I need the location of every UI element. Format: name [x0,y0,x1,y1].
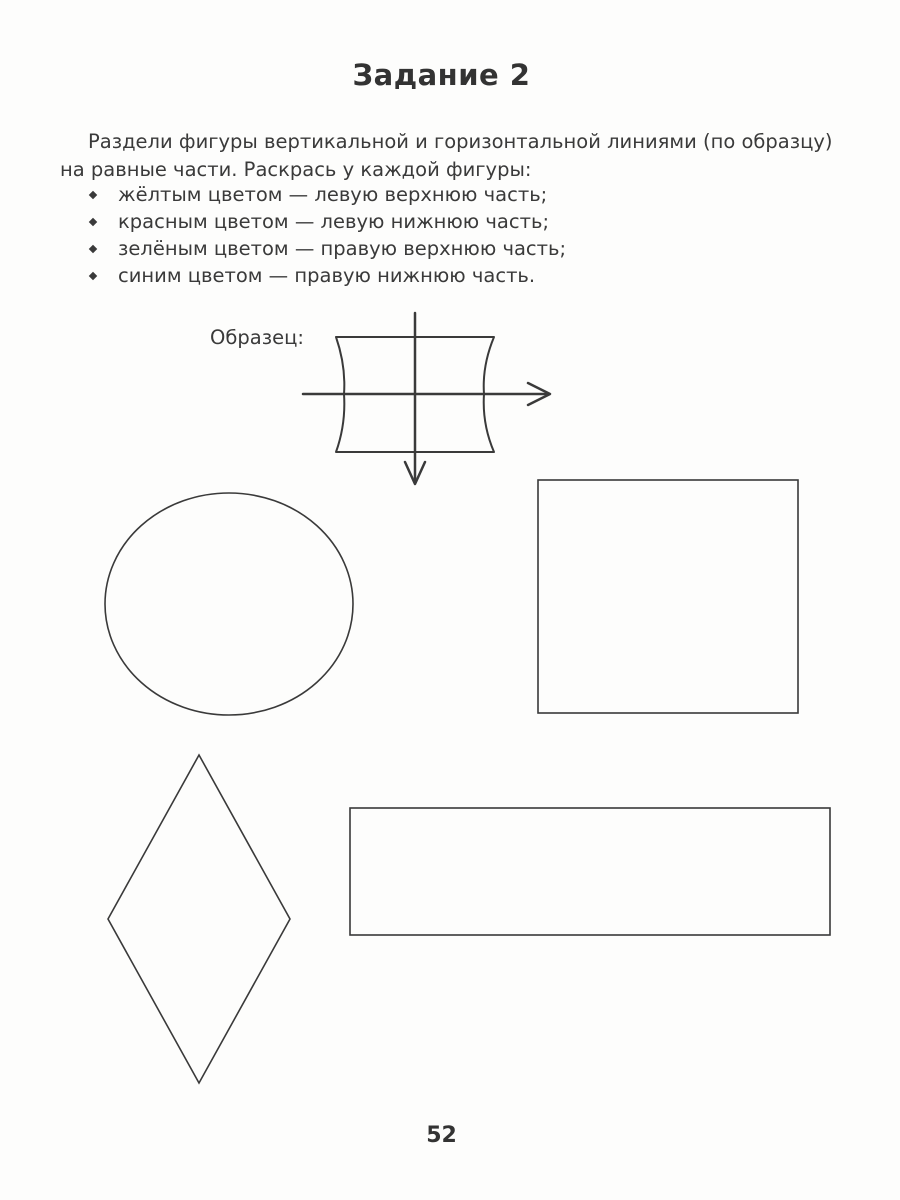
list-item-text: жёлтым цветом — левую верхнюю часть; [118,183,548,206]
long-rectangle-figure [350,808,830,935]
page-number: 52 [426,1123,457,1148]
ellipse-figure [105,493,353,715]
list-item-text: синим цветом — правую нижнюю часть. [118,264,536,287]
sample-figure [303,313,550,484]
list-item-text: красным цветом — левую нижнюю часть; [118,210,550,233]
rectangle-figure [538,480,798,713]
sample-label: Образец: [210,326,304,349]
list-item-text: зелёным цветом — правую верхнюю часть; [118,237,567,260]
task-instruction: Раздели фигуры вертикальной и горизонтальной линиями (по образцу) на равные части. Раскрась у каждой фигуры: [60,130,833,181]
rhombus-figure [108,755,290,1083]
task-title: Задание 2 [352,58,531,92]
